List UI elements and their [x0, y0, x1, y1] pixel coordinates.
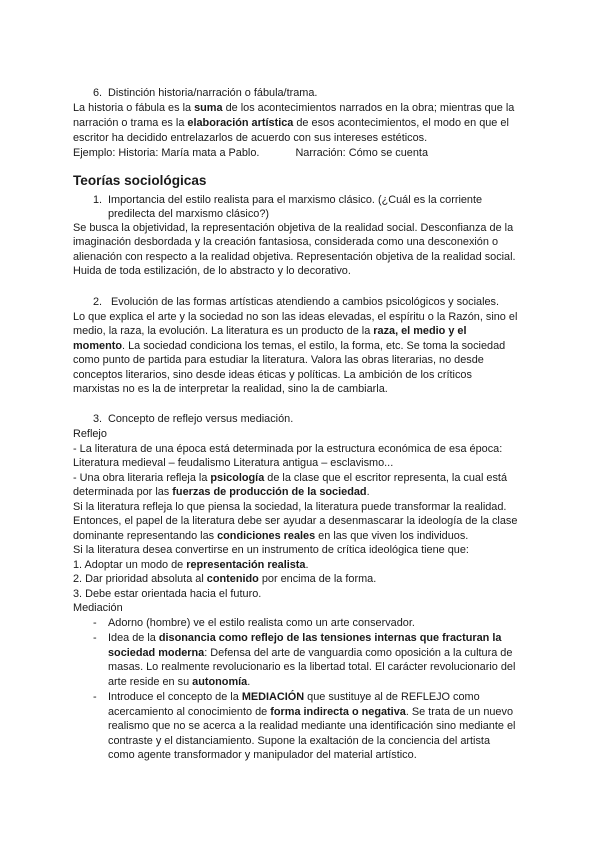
- subheading-mediacion: Mediación: [73, 602, 123, 614]
- list-item-heading: Evolución de las formas artísticas atendiendo a cambios psicológicos y sociales.: [111, 296, 500, 308]
- paragraph-line: Entonces, el papel de la literatura debe ser ayudar a desenmascarar la ideología de la clase: [73, 515, 518, 527]
- bullet-line: como agente transformador y manipulador del material artístico.: [108, 749, 417, 761]
- paragraph-line: La historia o fábula es la suma de los acontecimientos narrados en la obra; mientras que la: [73, 102, 515, 114]
- subheading-reflejo: Reflejo: [73, 428, 107, 440]
- paragraph-line: Se busca la objetividad, la representación objetiva de la realidad social. Desconfianza de la: [73, 222, 514, 234]
- paragraph-line: como punto de partida para estudiar la literatura. Valora las obras literarias, no desde: [73, 354, 484, 366]
- paragraph-line: - La literatura de una época está determinada por la estructura económica de esa época:: [73, 443, 503, 455]
- bullet-line: masas. Lo realmente revolucionario es la libertad total. El carácter revolucionario del: [108, 661, 516, 673]
- paragraph-line: Huida de toda estilización, de lo abstracto y lo decorativo.: [73, 265, 351, 277]
- paragraph-line: 2. Dar prioridad absoluta al contenido por encima de la forma.: [73, 573, 377, 585]
- list-number: 6.: [93, 87, 103, 99]
- list-item-heading: Importancia del estilo realista para el marxismo clásico. (¿Cuál es la corriente: [108, 194, 483, 206]
- paragraph-line: marxistas no es la de interpretar la realidad, sino la de cambiarla.: [73, 383, 388, 395]
- paragraph-line: Literatura medieval – feudalismo Literatura antigua – esclavismo...: [73, 457, 394, 469]
- paragraph-line: alienación con respecto a la realidad objetiva. Representación objetiva de la realidad social.: [73, 251, 516, 263]
- bullet-dash: -: [93, 617, 97, 629]
- paragraph-line: determinada por las fuerzas de producción de la sociedad.: [73, 486, 370, 498]
- paragraph-line: 1. Adoptar un modo de representación realista.: [73, 559, 309, 571]
- bullet-line: Idea de la disonancia como reflejo de las tensiones internas que fracturan la: [108, 632, 502, 644]
- paragraph-line: dominante representando las condiciones reales en las que viven los individuos.: [73, 530, 469, 542]
- bullet-line: Introduce el concepto de la MEDIACIÓN que sustituye al de REFLEJO como: [108, 691, 480, 703]
- section-heading: Teorías sociológicas: [73, 173, 207, 188]
- bullet-line: arte reside en su autonomía.: [108, 676, 251, 688]
- list-number: 1.: [93, 194, 103, 206]
- example-line: Ejemplo: Historia: María mata a Pablo. Narración: Cómo se cuenta: [73, 147, 429, 159]
- paragraph-line: Lo que explica el arte y la sociedad no son las ideas elevadas, el espíritu o la Razón, sino el: [73, 311, 518, 323]
- bullet-line: realismo que no se acerca a la realidad mediante una identificación sino mediante el: [108, 720, 516, 732]
- paragraph-line: Si la literatura desea convertirse en un instrumento de crítica ideológica tiene que:: [73, 544, 469, 556]
- paragraph-line: medio, la raza, la evolución. La literatura es un producto de la raza, el medio y el: [73, 325, 467, 337]
- paragraph-line: escritor ha decidido entrelazarlos de acuerdo con sus intereses estéticos.: [73, 132, 428, 144]
- paragraph-line: conceptos literarios, sino desde ideas éticas y políticas. La ambición de los críticos: [73, 369, 472, 381]
- paragraph-line: - Una obra literaria refleja la psicología de la clase que el escritor representa, la cual está: [73, 472, 508, 484]
- bullet-dash: -: [93, 691, 97, 703]
- list-number: 3.: [93, 413, 103, 425]
- paragraph-line: imaginación desbordada y la creación fantasiosa, considerada como una desconexión o: [73, 236, 499, 248]
- list-item-heading: predilecta del marxismo clásico?): [108, 208, 269, 220]
- list-number: 2.: [93, 296, 103, 308]
- bullet-line: acercamiento al conocimiento de forma indirecta o negativa. Se trata de un nuevo: [108, 706, 513, 718]
- paragraph-line: Si la literatura refleja lo que piensa la sociedad, la literatura puede transformar la realidad.: [73, 501, 507, 513]
- bullet-line: sociedad moderna: Defensa del arte de vanguardia como oposición a la cultura de: [108, 647, 513, 659]
- paragraph-line: narración o trama es la elaboración artística de esos acontecimientos, el modo en que el: [73, 117, 509, 129]
- list-item-heading: Distinción historia/narración o fábula/trama.: [108, 87, 318, 99]
- paragraph-line: 3. Debe estar orientada hacia el futuro.: [73, 588, 262, 600]
- paragraph-line: momento. La sociedad condiciona los temas, el estilo, la forma, etc. Se toma la sociedad: [73, 340, 506, 352]
- list-item-heading: Concepto de reflejo versus mediación.: [108, 413, 294, 425]
- bullet-line: Adorno (hombre) ve el estilo realista como un arte conservador.: [108, 617, 415, 629]
- bullet-line: contraste y el distanciamiento. Supone la exaltación de la conciencia del artista: [108, 735, 491, 747]
- bullet-dash: -: [93, 632, 97, 644]
